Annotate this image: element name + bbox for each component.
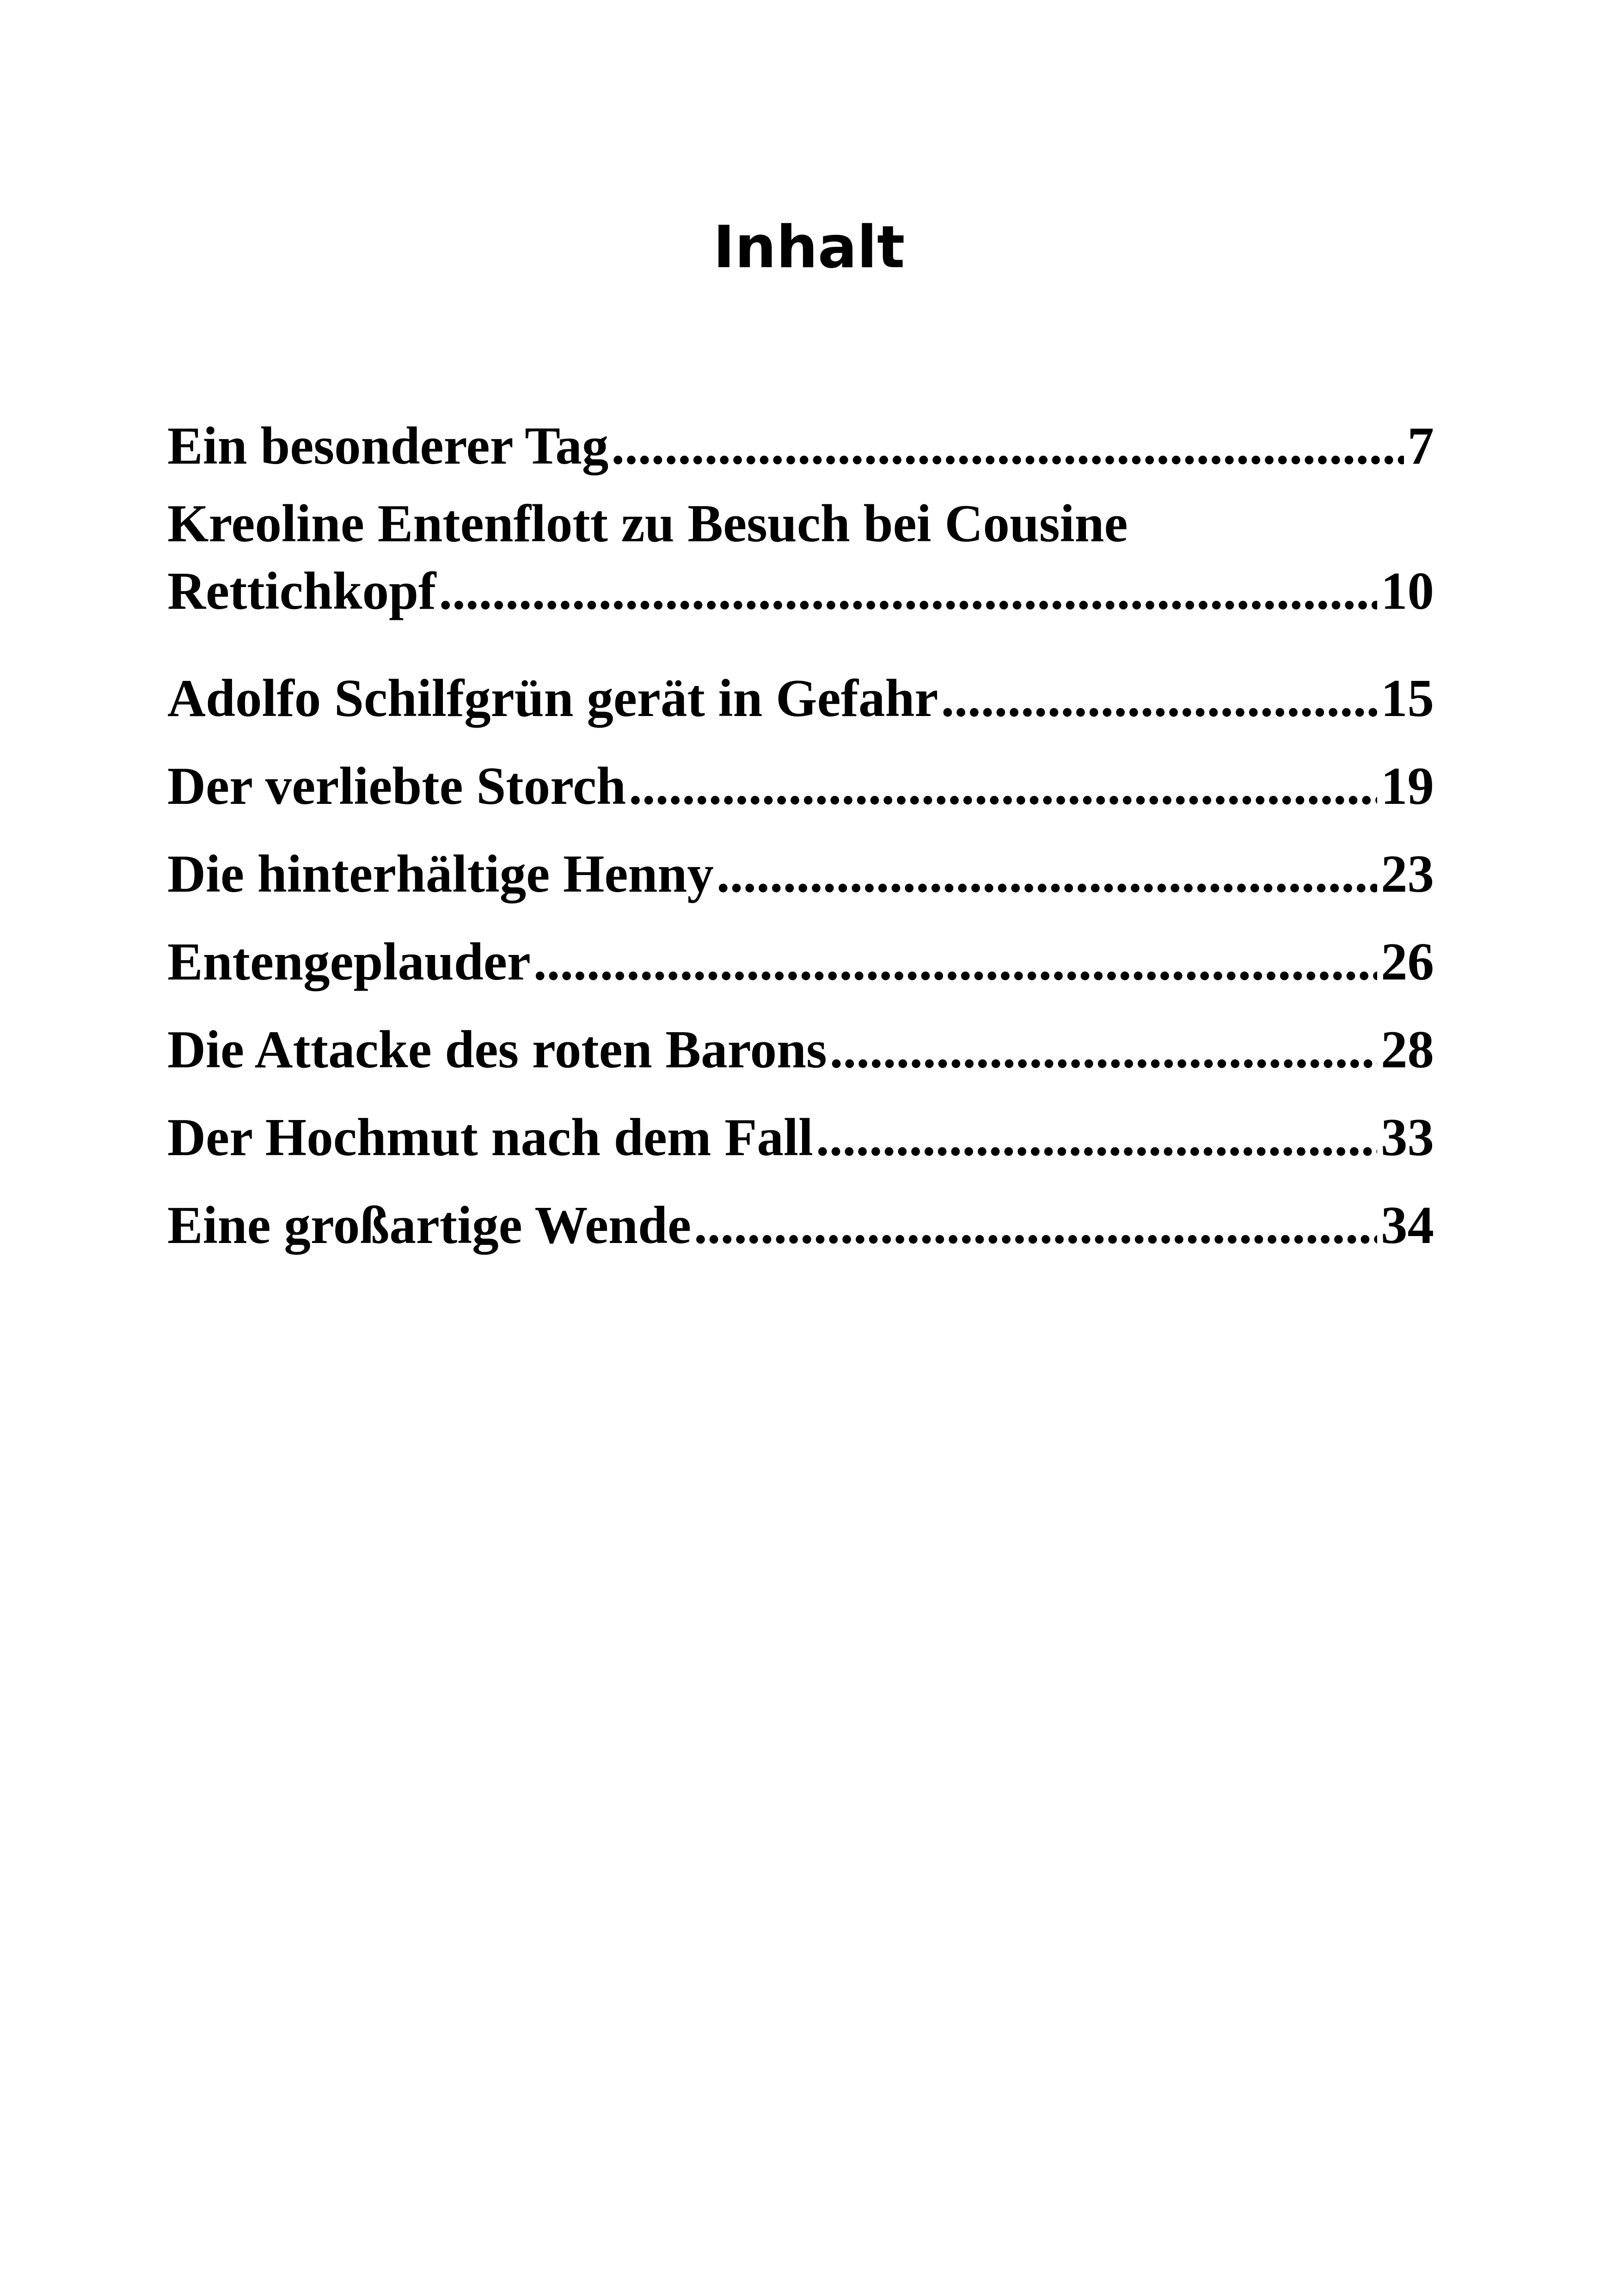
toc-dot-leader xyxy=(629,742,1377,830)
toc-entry[interactable] xyxy=(167,402,1434,490)
toc-dot-leader xyxy=(816,1094,1377,1182)
toc-page-number: 33 xyxy=(1381,1108,1434,1167)
toc-entry-title: Entengeplauder xyxy=(167,932,531,991)
toc-page-number: 7 xyxy=(1407,416,1434,475)
toc-entry[interactable] xyxy=(167,830,1434,918)
page-title: Inhalt xyxy=(713,213,905,281)
toc-page-number: 28 xyxy=(1381,1020,1434,1079)
toc-entry[interactable] xyxy=(167,1182,1434,1269)
toc-dot-leader xyxy=(439,557,1377,625)
toc-page-number: 23 xyxy=(1381,845,1434,903)
toc-entry-title: Eine großartige Wende xyxy=(167,1196,691,1255)
toc-page-number: 19 xyxy=(1381,757,1434,815)
toc-entry[interactable] xyxy=(167,742,1434,830)
toc-entry-title-line1: Kreoline Entenflott zu Besuch bei Cousine xyxy=(167,494,1128,553)
toc-page-number: 15 xyxy=(1381,669,1434,728)
toc-entry-title: Die hinterhältige Henny xyxy=(167,845,714,903)
table-of-contents xyxy=(167,402,1434,1269)
toc-entry[interactable] xyxy=(167,1006,1434,1094)
toc-entry[interactable] xyxy=(167,490,1434,655)
toc-entry[interactable] xyxy=(167,655,1434,742)
toc-entry-title: Adolfo Schilfgrün gerät in Gefahr xyxy=(167,669,938,728)
toc-page-number: 26 xyxy=(1381,932,1434,991)
toc-entry-title: Der Hochmut nach dem Fall xyxy=(167,1108,813,1167)
toc-page-number: 34 xyxy=(1381,1196,1434,1255)
toc-entry[interactable] xyxy=(167,918,1434,1006)
toc-entry-title: Der verliebte Storch xyxy=(167,757,626,815)
toc-dot-leader xyxy=(830,1006,1377,1094)
toc-dot-leader xyxy=(611,402,1403,490)
toc-dot-leader xyxy=(717,830,1377,918)
toc-dot-leader xyxy=(694,1182,1377,1269)
toc-entry[interactable] xyxy=(167,1094,1434,1182)
toc-dot-leader xyxy=(533,918,1377,1006)
toc-entry-title: Die Attacke des roten Barons xyxy=(167,1020,827,1079)
toc-dot-leader xyxy=(941,655,1377,742)
toc-entry-title: Ein besonderer Tag xyxy=(167,416,609,475)
toc-page-number: 10 xyxy=(1381,562,1434,620)
toc-entry-title: Rettichkopf xyxy=(167,562,436,620)
